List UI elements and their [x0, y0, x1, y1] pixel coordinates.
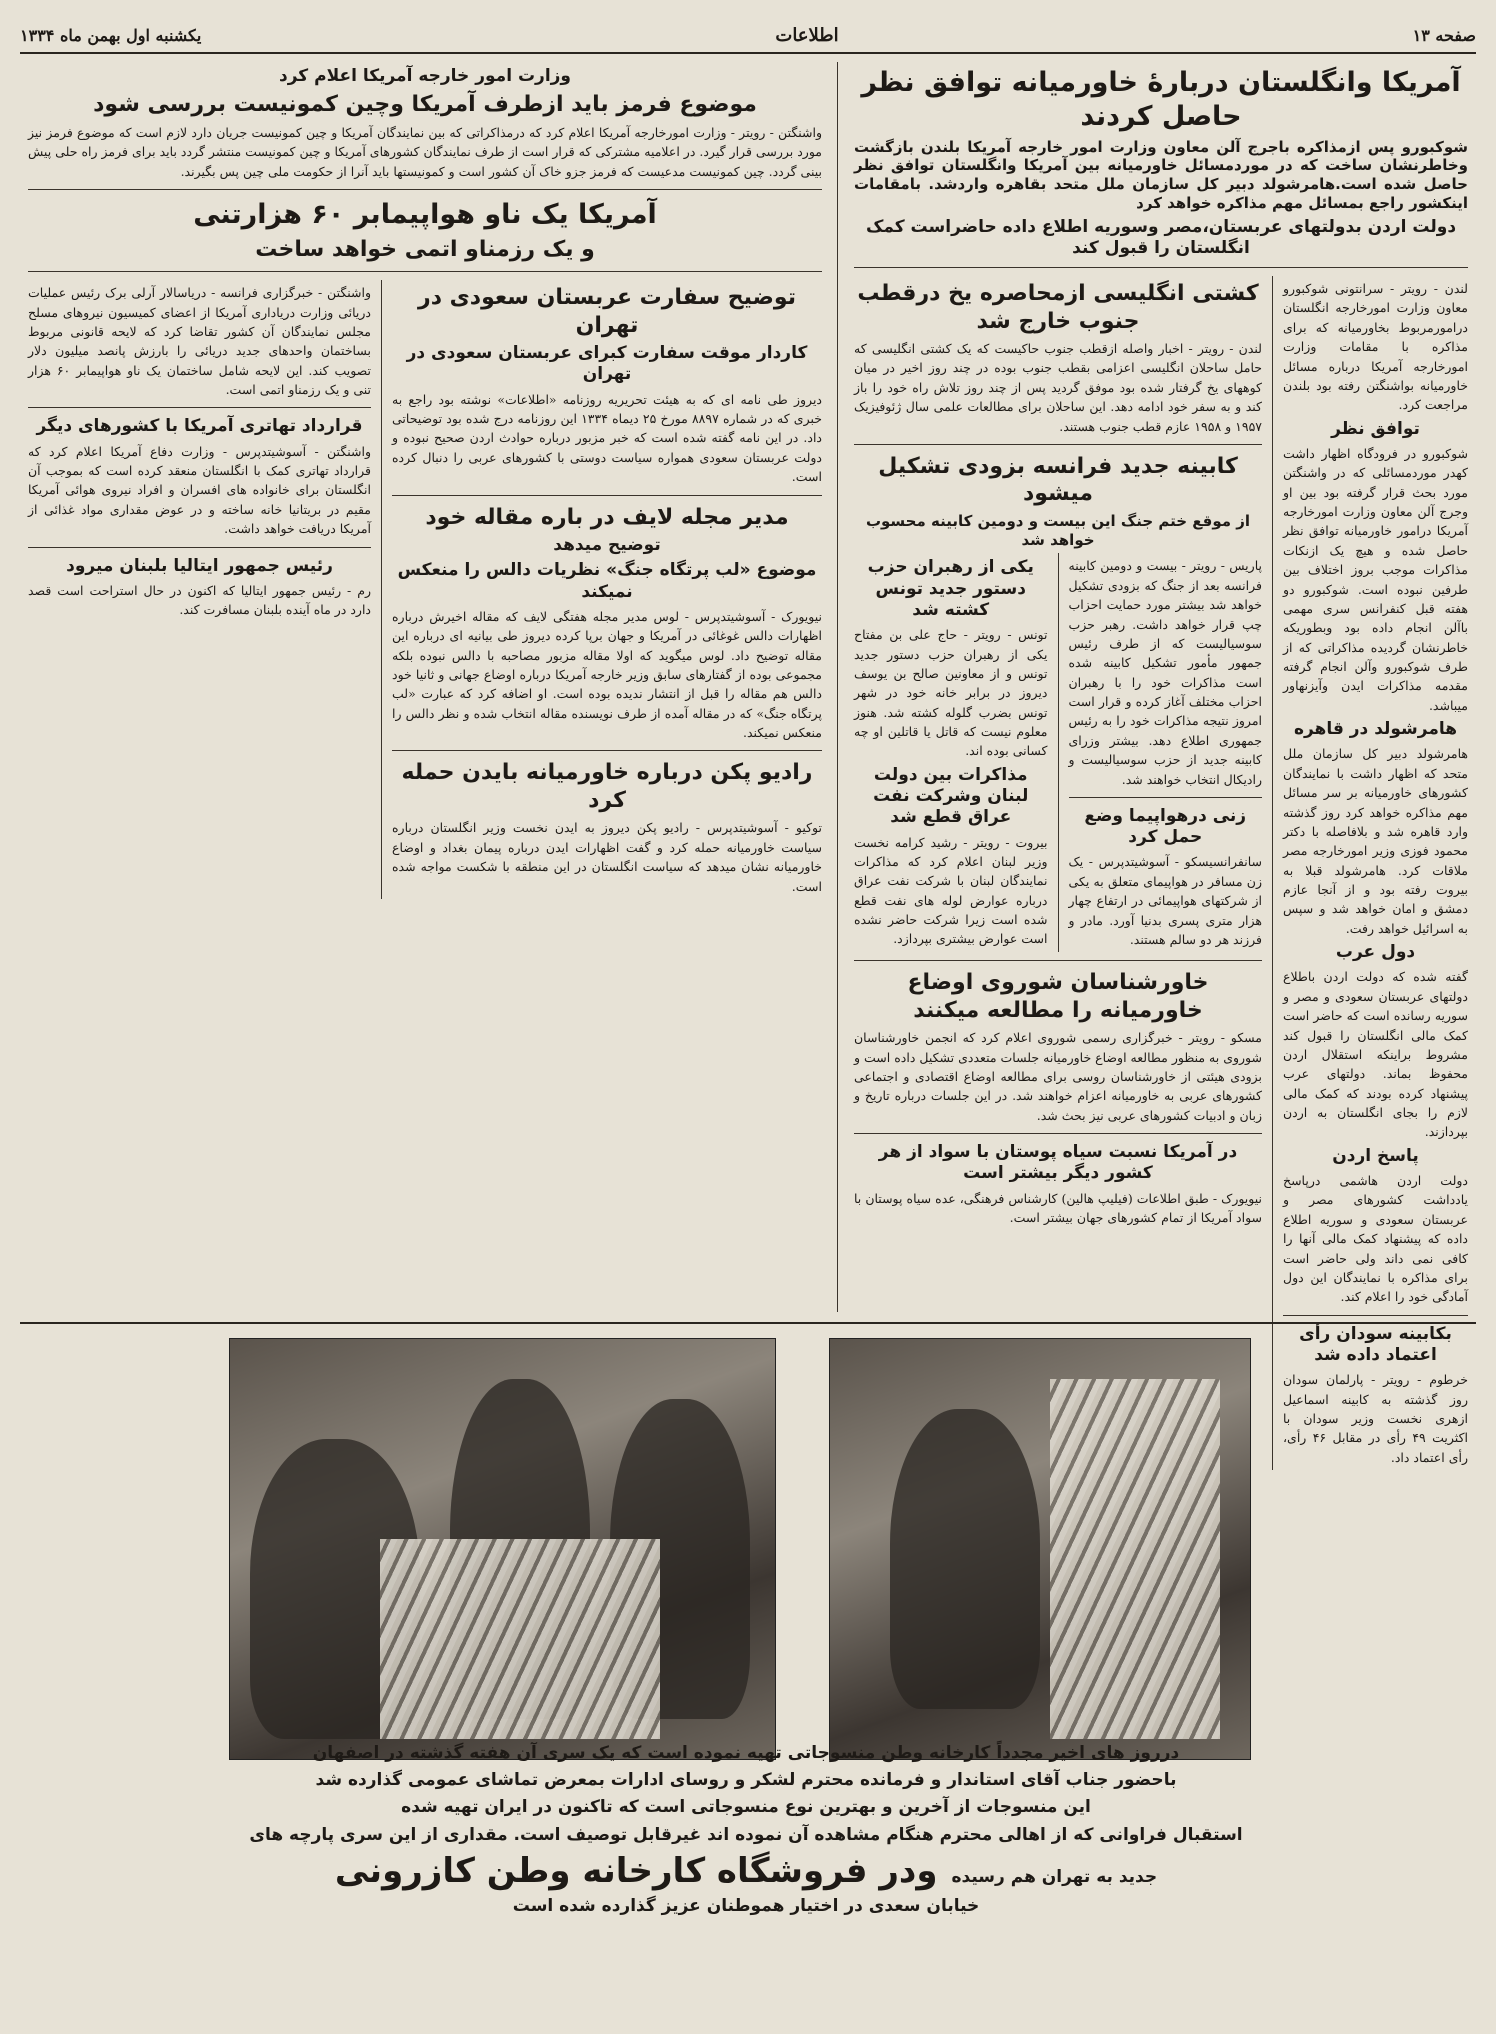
divider: [28, 407, 371, 408]
life-subheadline-2: موضوع «لب پرتگاه جنگ» نظریات دالس را منعکس نمیکند: [397, 560, 817, 602]
agreement-text: شوکبورو در فرودگاه اظهار داشت کهدر موردمسائلی که در واشنگتن مورد بحث قرار گرفته بود بین او وجرج آلن معاون وزارت امورخارجه آمریکا درامور خاورمیانه توافق نظر حاصل شده و هیچ یک ازنکات مذاکرات موجب بروز اختلاف بین طرفین نبوده است. شوکبورو دو هفته قبل کنفرانس سری مهمی باآلن انجام داده بود وبطوریکه خاطرنشان گردیده مذاکراتی که از طرف شوکبورو وآلن انجام گرفته مقدمه مذاکرات ایدن وآیزنهاور میباشد.: [1283, 445, 1468, 713]
iraq-text: بیروت - رویتر - رشید کرامه نخست وزیر لبنان اعلام کرد که مذاکرات نمایندگان لبنان با شرکت نفت عراق درباره عوارض لوله های نفت قطع شده است زیرا شرکت حاضر نشده است عوارض بیشتری بپردازد.: [854, 834, 1048, 947]
cabinet-headline: کابینه جدید فرانسه بزودی تشکیل میشود: [878, 453, 1238, 507]
italy-text: رم - رئیس جمهور ایتالیا که اکنون در حال استراحت است قصد دارد در ماه آینده بلبنان مسافرت کند.: [28, 582, 371, 618]
lead-columns: [854, 276, 1468, 1470]
divider: [28, 547, 371, 548]
italy-headline: رئیس جمهور ایتالیا بلبنان میرود: [66, 555, 333, 576]
saudi-life-column: [392, 280, 822, 899]
cabinet-columns: [854, 553, 1262, 952]
lead-subheadline: شوکبورو پس ازمذاکره باجرج آلن معاون وزارت امور خارجه آمریکا بلندن بازگشت وخاطرنشان ساخت که در موردمسائل خاورمیانه بین آمریکا وانگلستان توافق نظر حاصل شده است.هامرشولد دبیر کل سازمان ملل متحد بقاهره واردشد. بامقامات اینکشور راجع بمسائل مهم مذاکره خواهد کرد: [854, 137, 1468, 212]
photo-right: [829, 1338, 1251, 1760]
soviet-headline: خاورشناسان شوروی اوضاع خاورمیانه را مطالعه میکنند: [907, 970, 1209, 1023]
caption-line: درروز های اخیر مجدداً کارخانه وطن منسوجاتی تهیه نموده است که یک سری آن هفته گذشته در اصفهان: [312, 1743, 1180, 1763]
photo-figure: [890, 1409, 1040, 1709]
navy-contract-column: [28, 280, 371, 899]
divider: [28, 271, 822, 272]
sudan-cabinet-text: خرطوم - رویتر - پارلمان سودان روز گذشته به کابینه اسماعیل ازهری نخست وزیر سودان با اکثریت ۴۹ رأی در مقابل ۴۶ رأی، رأی اعتماد داد.: [1283, 1372, 1469, 1465]
us-kicker: وزارت امور خارجه آمریکا اعلام کرد: [279, 66, 571, 86]
caption-line: خیابان سعدی در اختیار هموطنان عزیز گذارده شده است: [512, 1895, 980, 1916]
navy-headline-2: و یک رزمناو اتمی خواهد ساخت: [255, 236, 595, 262]
planes-text: سانفرانسیسکو - آسوشیتدپرس - یک زن مسافر در هواپیمای متعلق به یکی از شرکتهای هواپیمائی در ارتفاع چهار هزار متری پسری بدنیا آورد. مادر و فرزند هر دو سالم هستند.: [1068, 854, 1262, 947]
divider: [1283, 1315, 1468, 1316]
photo-fabric: [380, 1539, 660, 1739]
page-number: صفحه ۱۳: [1412, 25, 1476, 45]
saudi-text: دیروز طی نامه ای که به هیئت تحریریه روزنامه «اطلاعات» نوشته بود راجع به خبری که در شماره ۸۸۹۷ مورخ ۲۵ دیماه ۱۳۳۴ این روزنامه درج شده بود توضیحاتی داد. در این نامه گفته شده است که خبر مزبور درباره حوادث اردن صحیح نبوده و دولت عربستان سعودی همواره سیاست دوستی با کشورهای عربی را دنبال کرده است.: [392, 391, 822, 485]
formosa-headline: موضوع فرمز باید ازطرف آمریکا وچین کمونیست بررسی شود: [93, 92, 757, 118]
lead-body-paragraph: لندن - رویتر - سرانتونی شوکبورو معاون وزارت امورخارجه انگلستان درامورمربوط بخاورمیانه که برای مذاکره با مقامات وزارت امورخارجه آمریکا درباره مسائل خاورمیانه بواشنگتن رفته بود بلندن مراجعت کرد.: [1283, 281, 1468, 413]
column-rule: [1272, 276, 1273, 1470]
lead-headline: آمریکا وانگلستان دربارهٔ خاورمیانه توافق نظر حاصل کردند: [861, 67, 1461, 132]
left-section: [20, 62, 830, 1312]
column-rule: [837, 62, 838, 1312]
column-rule: [381, 280, 382, 899]
store-name: ودر فروشگاه کارخانه وطن کازرونی: [334, 1850, 938, 1891]
soviet-text: مسکو - رویتر - خبرگزاری رسمی شوروی اعلام کرد که انجمن خاورشناسان شوروی به منظور مطالعه اوضاع خاورمیانه جلسات متعددی تشکیل داده است و بزودی هیئتی از خاورشناسان روسی برای مطالعه اوضاع اقتصادی و اجتماعی کشورهای عربی به خاورمیانه اعزام خواهند شد. در این جلسات درباره تاریخ و زبان و ادبیات کشورهای عربی نیز بحث شد.: [854, 1030, 1262, 1123]
right-section: [846, 62, 1476, 1465]
cabinet-column: [1069, 553, 1263, 952]
subhead-agreement: توافق نظر: [1331, 418, 1420, 439]
life-subheadline: توضیح میدهد: [553, 535, 661, 555]
caption-heading-row: [246, 1849, 1246, 1893]
students-headline: در آمریکا نسبت سیاه پوستان با سواد از هر کشور دیگر بیشتر است: [878, 1142, 1238, 1184]
newspaper-name: اطلاعات: [775, 24, 839, 46]
middle-section: [854, 276, 1262, 1470]
masthead: [20, 24, 1476, 54]
photo-caption: [246, 1740, 1246, 1920]
divider: [854, 1133, 1262, 1134]
subhead-arab-states: دول عرب: [1335, 942, 1416, 963]
planes-headline: زنی درهواپیما وضع حمل کرد: [1084, 805, 1247, 848]
caption-line: این منسوجات از آخرین و بهترین نوع منسوجاتی است که تاکنون در ایران تهیه شده: [401, 1797, 1091, 1818]
students-text: نیویورک - طبق اطلاعات (فیلیپ هالین) کارشناس فرهنگی، عده سیاه پوستان با سواد آمریکا از تمام کشورهای جهان بیشتر است.: [854, 1190, 1262, 1225]
divider: [854, 444, 1262, 445]
formosa-text: واشنگتن - رویتر - وزارت امورخارجه آمریکا اعلام کرد که درمذاکراتی که بین نمایندگان آمریکا و چین کمونیست جریان دارد لازم است که موضوع فرمز نیز مورد بررسی قرار گیرد. در اعلامیه مشترکی که قرار است از طرف نمایندگان کشورهای آمریکا و چین کمونیست منتشر گردد باید برای فرمز راه حلی پیش بینی گردد. چین کمونیست مدعیست که فرمز جزو خاک آن کشور است و کمونیستها باید آنرا از حکومت ملی چین پس بگیرند.: [28, 124, 822, 179]
hammarskjold-text: هامرشولد دبیر کل سازمان ملل متحد که اظهار داشت با نمایندگان کشورهای خاورمیانه بر سر مسائل مهم مذاکره خواهد کرد روز گذشته وارد قاهره شد و بلافاصله با دکتر محمود فوزی وزیر امورخارجه مصر ملاقات کرد. هامرشولد قبلا به بیروت رفته بود و از آنجا عازم دمشق و امان خواهد شد و سپس به اسرائیل خواهد رفت.: [1283, 746, 1468, 936]
iraq-headline: مذاکرات بین دولت لبنان وشرکت نفت عراق قطع شد: [873, 764, 1029, 828]
tunis-iraq-column: [854, 553, 1048, 952]
subhead-sudan-cabinet: بکابینه سودان رأی اعتماد داده شد: [1299, 1323, 1452, 1365]
news-columns: [20, 62, 1476, 1465]
tunis-text: تونس - رویتر - حاج علی بن مفتاح یکی از رهبران حزب دستور جدید تونس و از معاونین صالح بن یوسف دیروز در برابر خانه خود در شهر تونس بضرب گلوله کشته شد. هنوز معلوم نیست که قاتل یا قاتلین او چه کسانی بوده اند.: [854, 627, 1048, 759]
caption-line: باحضور جناب آقای استاندار و فرمانده محترم لشکر و روسای ادارات بمعرض تماشای عمومی گذارده شد: [315, 1770, 1177, 1791]
saudi-headline: توضیح سفارت عربستان سعودی در تهران: [418, 285, 796, 338]
photo-left: [229, 1338, 776, 1760]
tunis-headline: یکی از رهبران حزب دستور جدید تونس کشته شد: [867, 557, 1034, 620]
ship-headline: کشتی انگلیسی ازمحاصره یخ درقطب جنوب خارج شد: [857, 281, 1259, 334]
ship-text: لندن - رویتر - اخبار واصله ازقطب جنوب حاکیست که یک کشتی انگلیسی که حامل ساحلان انگلیسی اعزامی بقطب جنوب بوده در چند روز اخیر در میان کوههای یخ گرفتار شده بود موفق گردید پس از چند روز تلاش راه خود را باز کند و به سفر خود ادامه دهد. این ساحلان برای مطالعات علمی سال ژئوفیزیک ۱۹۵۷ و ۱۹۵۸ عازم قطب جنوب هستند.: [854, 341, 1262, 434]
navy-headline: آمریکا یک ناو هواپیمابر ۶۰ هزارتنی: [193, 198, 657, 230]
contract-text: واشنگتن - آسوشیتدپرس - وزارت دفاع آمریکا اعلام کرد که قرارداد تهاتری کمک با انگلستان منعقد کرده است که بموجب آن انگلستان برای خانواده های افسران و افراد نیروی هوائی آمریکا مقیم در بریتانیا خانه ساخته و در عوض مقداری مواد غذائی از آمریکا دریافت خواهد داشت.: [28, 443, 371, 537]
caption-line: استقبال فراوانی که از اهالی محترم هنگام مشاهده آن نموده اند غیرقابل توصیف است. مقداری از این سری پارچه های: [249, 1824, 1243, 1845]
contract-headline: قرارداد تهاتری آمریکا با کشورهای دیگر: [36, 416, 363, 437]
subhead-hammarskjold: هامرشولد در قاهره: [1293, 719, 1458, 740]
navy-text: واشنگتن - خبرگزاری فرانسه - دریاسالار آرلی برک رئیس عملیات دریائی وزارت دریاداری آمریکا از اعضای کمیسیون نیروهای مسلح مجلس نمایندگان آن کشور تقاضا کرد که لایحه قانونی مربوط بساختمان واحدهای جدید دریائی را بارزش پانصد میلیون دلار تصویب کند. این لایحه شامل ساختمان یک ناو هواپیمابر ۶۰ هزار تنی و یک رزمناو اتمی است.: [28, 285, 371, 397]
divider: [28, 189, 822, 190]
divider: [1069, 797, 1263, 798]
life-text: نیویورک - آسوشیتدپرس - لوس مدیر مجله هفتگی لایف که مقاله اخیرش درباره اظهارات دالس غوغائی در آمریکا و جهان برپا کرده دیروز طی بیانیه ای درباره این مقاله توضیح داد. لوس میگوید که اولا مقاله مزبور مصاحبه با دالس نبوده بلکه مجموعی بوده از گفتارهای سابق وزیر خارجه آمریکا درباره اوضاع جهانی و ثانیا خود دالس هم مقاله را قبل از انتشار ندیده بوده است. او اضافه کرد که عبارت «لب پرتگاه جنگ» که در مقاله آمده از طرف نویسنده مقاله انتخاب شده و نظر دالس را منعکس نمیکند.: [392, 608, 822, 740]
divider: [392, 750, 822, 751]
left-columns: [28, 280, 822, 899]
subhead-jordan-reply: پاسخ اردن: [1332, 1145, 1419, 1166]
caption-line: جدید به تهران هم رسیده: [951, 1866, 1158, 1887]
divider: [854, 267, 1468, 268]
life-headline: مدیر مجله لایف در باره مقاله خود: [425, 504, 789, 530]
photo-fabric: [1050, 1379, 1220, 1739]
issue-date: یکشنبه اول بهمن ماه ۱۳۳۴: [20, 25, 202, 45]
lead-body-column: [1283, 276, 1468, 1470]
divider: [854, 960, 1262, 961]
peking-text: توکیو - آسوشیتدپرس - رادیو پکن دیروز به ایدن نخست وزیر انگلستان درباره سیاست خاورمیانه حمله کرد و گفت اظهارات ایدن درباره پیمان بغداد و اوضاع خاورمیانه نشان میدهد که سیاست انگلستان در این منطقه با شکست مواجه شده است.: [392, 820, 822, 894]
cabinet-text: پاریس - رویتر - بیست و دومین کابینه فرانسه بعد از جنگ که بزودی تشکیل خواهد شد بیشتر مورد حمایت احزاب چپ قرار خواهد داشت. رهبر حزب سوسیالیست که از طرف رئیس جمهور مأمور تشکیل کابینه شده است مذاکرات خود را با رهبران احزاب مختلف آغاز کرده و قرار است امروز نتیجه مذاکرات خود را به رئیس جمهوری اطلاع دهد. بیشتر وزرای کابینه جدید از حزب سوسیالیست و رادیکال انتخاب خواهند شد.: [1068, 558, 1262, 787]
cabinet-subheadline: از موقع ختم جنگ این بیست و دومین کابینه محسوب خواهد شد: [865, 511, 1251, 549]
peking-headline: رادیو پکن درباره خاورمیانه بایدن حمله کرد: [401, 760, 813, 813]
column-rule: [1058, 553, 1059, 952]
divider: [392, 495, 822, 496]
jordan-reply-text: دولت اردن هاشمی درپاسخ یادداشت کشورهای مصر و عربستان سعودی و سوریه اطلاع داده که پیشنهاد کمک مالی آنها را کافی نمی داند ولی حاضر است برای مذاکره با نمایندگان این دول آمادگی خود را اعلام کند.: [1283, 1173, 1468, 1305]
arab-states-text: گفته شده که دولت اردن باطلاع دولتهای عربستان سعودی و مصر و سوریه رسانده است که حاضر است کمک مالی انگلستان را قبول کند مشروط براینکه استقلال اردن محفوظ بماند. دولتهای عرب پیشنهاد کرده بودند که کمک مالی لازم را بجای انگلستان به اردن بپردازند.: [1283, 969, 1468, 1140]
lead-tagline: دولت اردن بدولتهای عربستان،مصر وسوریه اطلاع داده حاضراست کمک انگلستان را قبول کند: [865, 216, 1457, 258]
saudi-subheadline: کاردار موقت سفارت کبرای عربستان سعودی در تهران: [406, 343, 808, 385]
